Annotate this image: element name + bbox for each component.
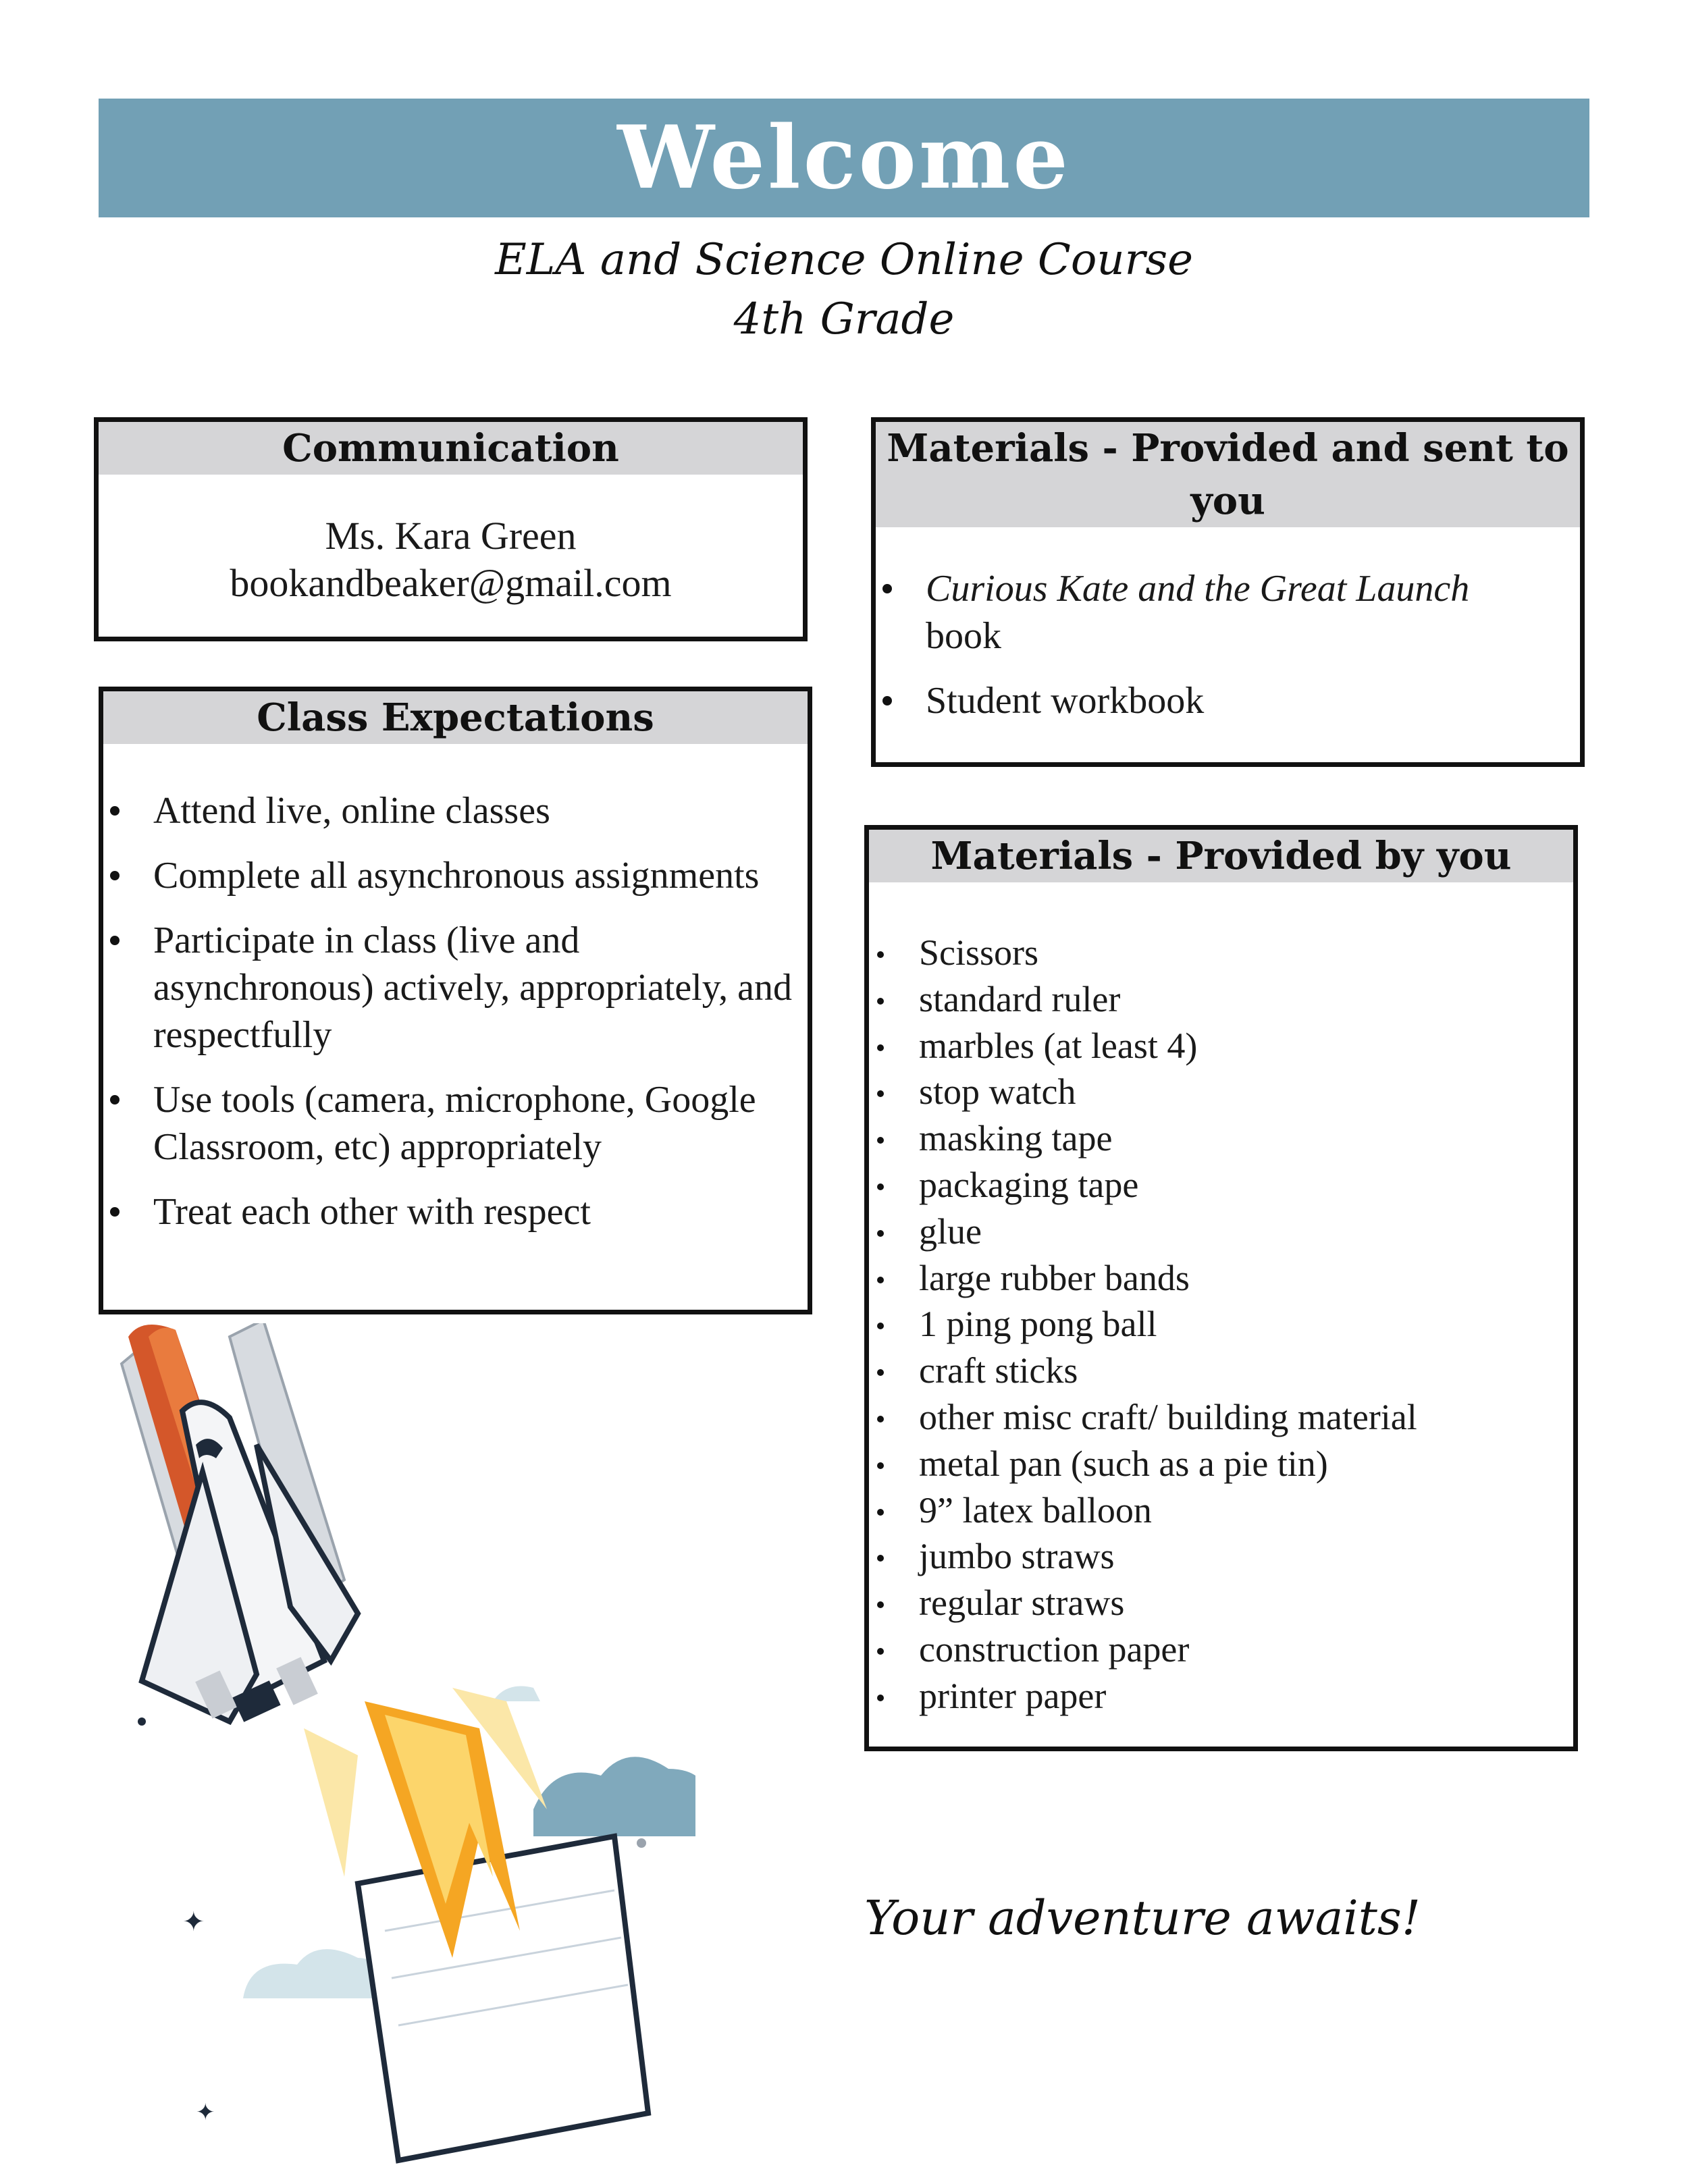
materials-you-box xyxy=(864,825,1578,1751)
banner-title: Welcome xyxy=(617,107,1071,209)
material-item: other misc craft/ building material xyxy=(869,1394,1573,1441)
materials-provided-item: Student workbook xyxy=(876,677,1553,724)
class-expectations-header: Class Expectations xyxy=(103,691,808,744)
material-item: 9” latex balloon xyxy=(869,1487,1573,1534)
communication-header: Communication xyxy=(99,422,803,475)
class-expectations-box xyxy=(99,687,812,1314)
welcome-banner xyxy=(99,99,1589,217)
communication-box xyxy=(94,417,808,641)
expectation-item: Treat each other with respect xyxy=(103,1188,794,1235)
materials-provided-box xyxy=(871,417,1585,767)
expectations-list xyxy=(103,787,808,1235)
rocket-launch-illustration xyxy=(101,1323,695,2167)
expectation-item: Use tools (camera, microphone, Google Classroom, etc) appropriately xyxy=(103,1076,794,1171)
contact-info xyxy=(99,512,803,607)
materials-provided-header: Materials - Provided and sent to you xyxy=(876,422,1580,527)
expectation-item: Attend live, online classes xyxy=(103,787,794,834)
book-title: Curious Kate and the Great Launch xyxy=(926,568,1470,610)
material-item: stop watch xyxy=(869,1069,1573,1115)
material-item: 1 ping pong ball xyxy=(869,1301,1573,1348)
expectation-item: Participate in class (live and asynchronous) actively, appropriately, and respectfully xyxy=(103,917,794,1059)
materials-you-header: Materials - Provided by you xyxy=(869,830,1573,882)
book-suffix: book xyxy=(926,615,1001,657)
teacher-email: bookandbeaker@gmail.com xyxy=(230,561,672,605)
material-item: standard ruler xyxy=(869,976,1573,1023)
material-item: jumbo straws xyxy=(869,1533,1573,1580)
closing-message: Your adventure awaits! xyxy=(864,1890,1421,1946)
material-item: construction paper xyxy=(869,1626,1573,1673)
course-title: ELA and Science Online Course xyxy=(495,235,1193,285)
materials-provided-list xyxy=(876,565,1580,724)
material-item: craft sticks xyxy=(869,1348,1573,1394)
svg-text:✦: ✦ xyxy=(196,2099,215,2126)
materials-you-list xyxy=(869,930,1573,1720)
svg-text:✦: ✦ xyxy=(182,1907,205,1938)
material-item: glue xyxy=(869,1208,1573,1255)
material-item: packaging tape xyxy=(869,1162,1573,1208)
materials-provided-item xyxy=(876,565,1553,660)
material-item: masking tape xyxy=(869,1115,1573,1162)
teacher-name: Ms. Kara Green xyxy=(325,514,577,558)
material-item: regular straws xyxy=(869,1580,1573,1626)
material-item: large rubber bands xyxy=(869,1255,1573,1302)
material-item: marbles (at least 4) xyxy=(869,1023,1573,1069)
material-item: printer paper xyxy=(869,1673,1573,1720)
course-grade: 4th Grade xyxy=(733,294,955,344)
material-item: Scissors xyxy=(869,930,1573,976)
material-item: metal pan (such as a pie tin) xyxy=(869,1441,1573,1487)
expectation-item: Complete all asynchronous assignments xyxy=(103,852,794,899)
